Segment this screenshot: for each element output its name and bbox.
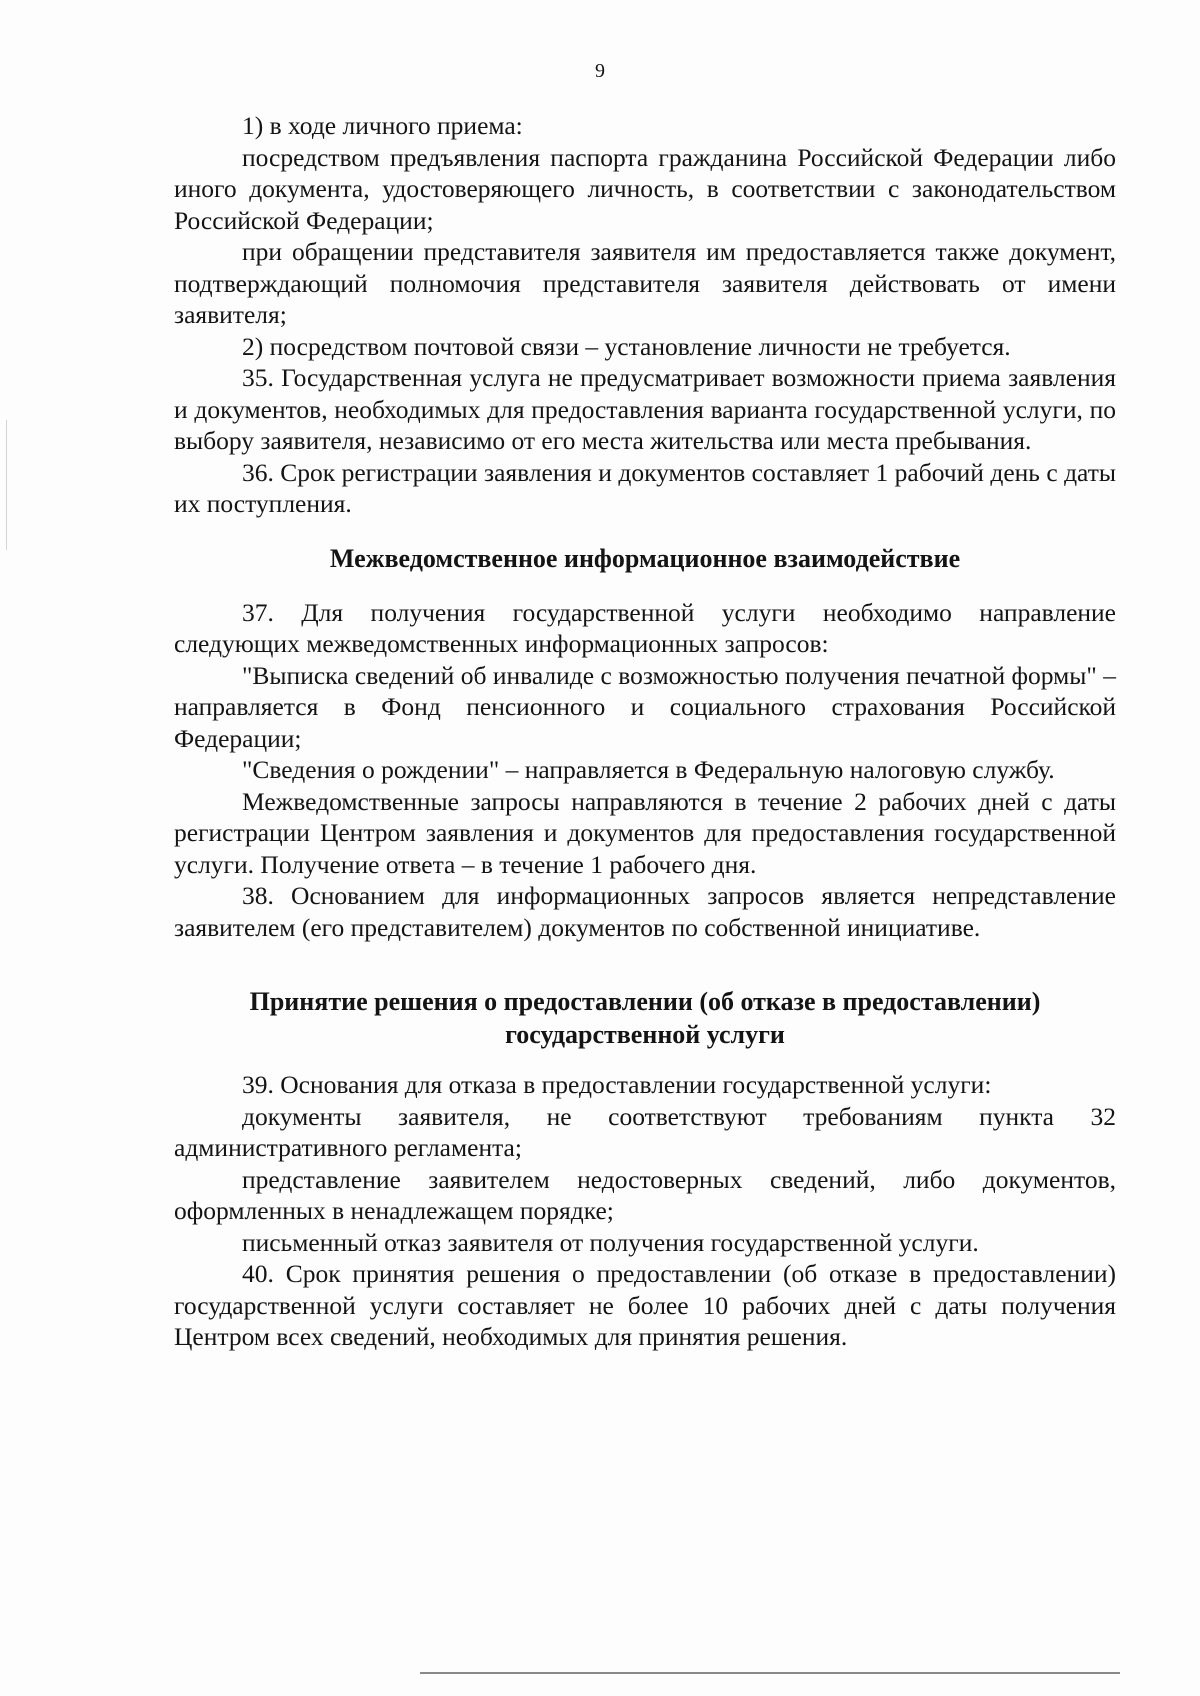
paragraph-representative: при обращении представителя заявителя им предоставляется также документ, подтверждающий полномочия представителя заявителя действовать от имени заявителя; <box>174 237 1116 329</box>
section-heading-interagency: Межведомственное информационное взаимодействие <box>329 543 961 573</box>
paragraph-disability-extract: "Выписка сведений об инвалиде с возможностью получения печатной формы" – направляется в Фонд пенсионного и социального страхования Российской Федерации; <box>174 660 1116 753</box>
scan-bottom-line <box>420 1672 1120 1674</box>
paragraph-40: 40. Срок принятия решения о предоставлении (об отказе в предоставлении) государственной услуги составляет не более 10 рабочих дней с даты получения Центром всех сведений, необходимых для принятия решения. <box>174 1259 1116 1351</box>
scan-edge-mark <box>6 420 7 550</box>
paragraph-38: 38. Основанием для информационных запросов является непредставление заявителем (его представителем) документов по собственной инициативе. <box>174 881 1116 942</box>
section-heading-decision-line1: Принятие решения о предоставлении (об отказе в предоставлении) <box>249 987 1041 1016</box>
paragraph-request-terms: Межведомственные запросы направляются в течение 2 рабочих дней с даты регистрации Центром заявления и документов для предоставления государственной услуги. Получение ответа – в течение 1 рабочего дня. <box>174 786 1116 879</box>
paragraph-37: 37. Для получения государственной услуги необходимо направление следующих межведомственных информационных запросов: <box>174 597 1116 658</box>
paragraph-requirements-mismatch: документы заявителя, не соответствуют требованиям пункта 32 административного регламента; <box>174 1101 1116 1162</box>
paragraph-36: 36. Срок регистрации заявления и документов составляет 1 рабочий день с даты их поступления. <box>174 457 1116 518</box>
document-body <box>174 110 1116 1353</box>
section-heading-decision <box>174 985 1116 1051</box>
paragraph-false-info: представление заявителем недостоверных сведений, либо документов, оформленных в ненадлежащем порядке; <box>174 1164 1116 1225</box>
section-heading-decision-line2: государственной услуги <box>505 1020 785 1049</box>
paragraph-birth-info: "Сведения о рождении" – направляется в Федеральную налоговую службу. <box>242 755 1055 784</box>
paragraph-39: 39. Основания для отказа в предоставлении государственной услуги: <box>242 1070 992 1099</box>
page-number: 9 <box>595 60 605 82</box>
paragraph-35: 35. Государственная услуга не предусматривает возможности приема заявления и документов, необходимых для предоставления варианта государственной услуги, по выбору заявителя, независимо от его места жительства или места пребывания. <box>174 363 1116 455</box>
paragraph-personal-reception: 1) в ходе личного приема: <box>242 111 523 140</box>
paragraph-written-refusal: письменный отказ заявителя от получения государственной услуги. <box>242 1227 979 1257</box>
paragraph-postal: 2) посредством почтовой связи – установление личности не требуется. <box>242 331 1011 361</box>
paragraph-passport: посредством предъявления паспорта гражданина Российской Федерации либо иного документа, удостоверяющего личность, в соответствии с законодательством Российской Федерации; <box>174 142 1116 235</box>
